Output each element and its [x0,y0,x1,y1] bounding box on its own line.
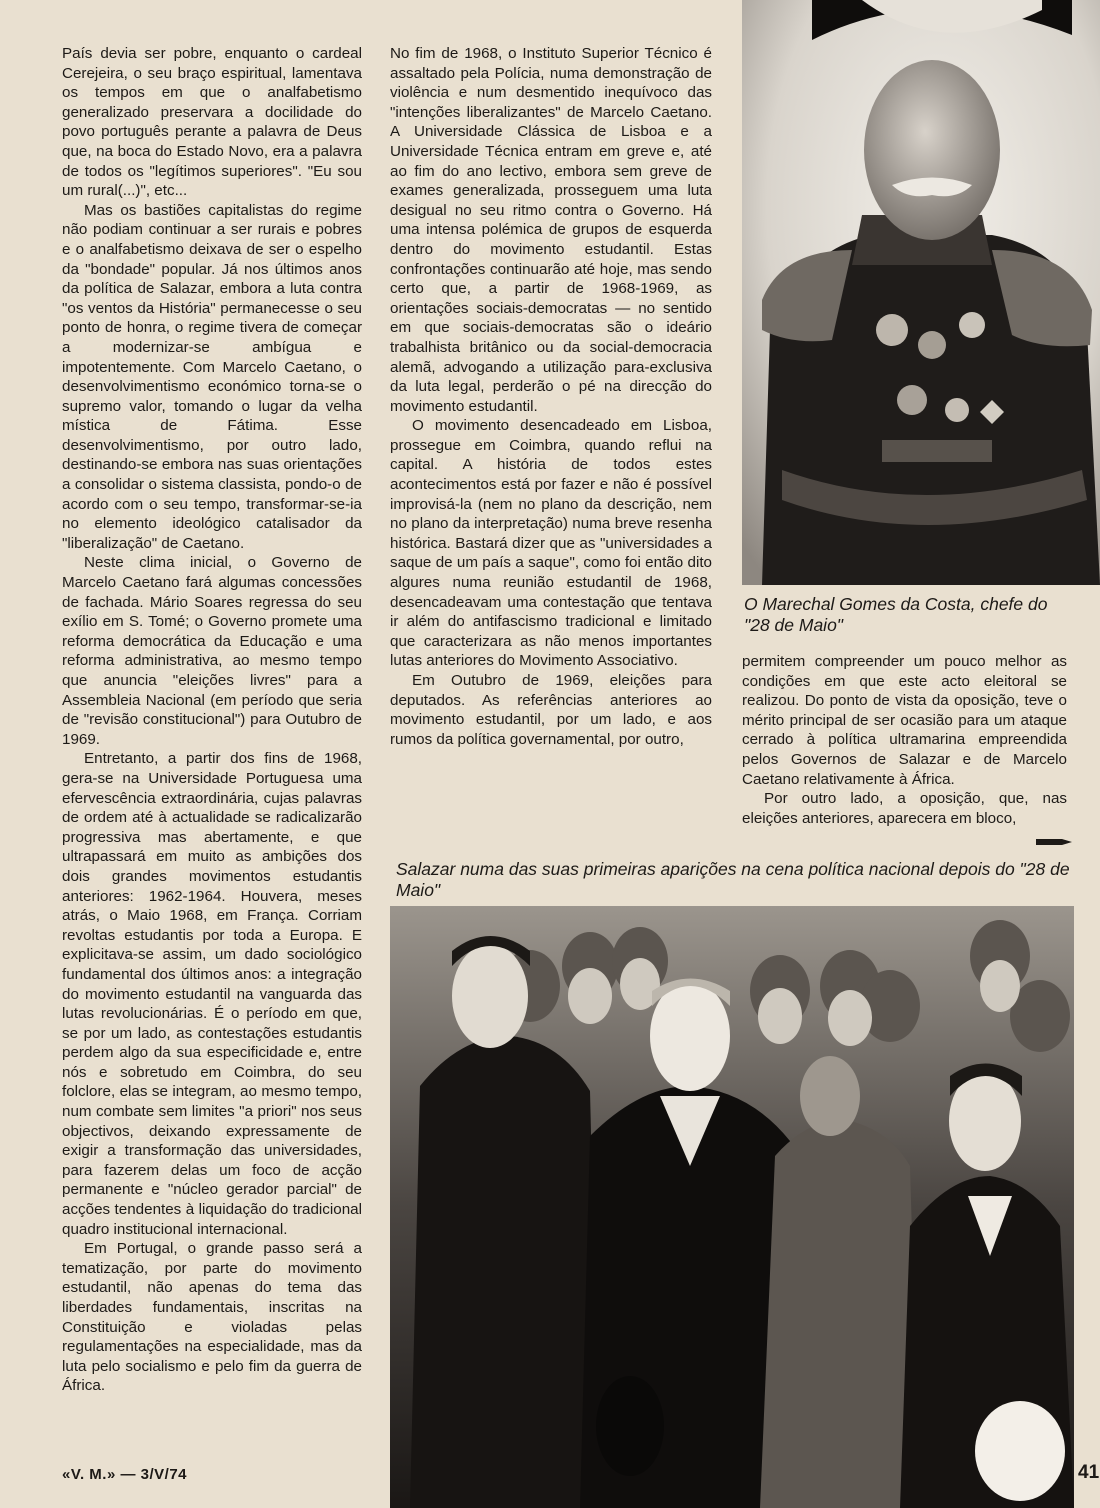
issue-footer: «V. M.» — 3/V/74 [62,1466,188,1483]
paragraph: Neste clima inicial, o Governo de Marcelo Caetano fará algumas concessões de fachada. Mário Soares regressa do seu exílio em S. Tomé; o Governo promete uma reforma democrática da Educação e uma reforma administrativa, ao mesmo tempo que anuncia "eleições livres" para a Assembleia Nacional (em período que seria de "revisão constitucional") para Outubro de 1969. [62,554,362,748]
paragraph: O movimento desencadeado em Lisboa, prossegue em Coimbra, quando reflui na capital. A história de todos estes acontecimentos está por fazer e não é possível improvisá-la (nem no plano da descrição, nem no plano da interpretação) numa breve resenha histórica. Bastará dizer que as "universidades a saque de um país a saque", como foi então dito algures numa reunião estudantil de 1968, desencadeavam uma contestação que tentava ir além do antifascismo tradicional e limitado que caracterizara as não menos importantes lutas anteriores do Movimento Associativo. [390,417,712,670]
paragraph: País devia ser pobre, enquanto o cardeal Cerejeira, o seu braço espiritual, lamentava os tempos em que o analfabetismo generalizado preservara a docilidade do povo português perante a palavra de Deus que, na boca do Estado Novo, era a palavra de todos os "legítimos superiores". "Eu sou um rural(...)", etc... [62,45,362,200]
paragraph: Em Outubro de 1969, eleições para deputados. As referências anteriores ao movimento estudantil, por um lado, e aos rumos da política governamental, por outro, [390,672,712,748]
page-number: 41 [1078,1462,1100,1483]
paragraph: permitem compreender um pouco melhor as condições em que este acto eleitoral se realizou. Do ponto de vista da oposição, teve o mérito principal de ser ocasião para um ataque cerrado à política ultramarina empreendida pelos Governos de Salazar e de Marcelo Caetano relativamente à África. [742,653,1067,788]
marshal-photo-caption: O Marechal Gomes da Costa, chefe do "28 de Maio" [744,594,1048,635]
marshal-portrait-illustration [742,0,1100,585]
article-column-left [62,44,362,1396]
article-column-right [742,652,1067,828]
article-column-middle [390,44,712,749]
paragraph: Por outro lado, a oposição, que, nas eleições anteriores, aparecera em bloco, [742,790,1067,827]
paragraph: No fim de 1968, o Instituto Superior Técnico é assaltado pela Polícia, numa demonstração de violência e num desmentido inequívoco das "intenções liberalizantes" de Marcelo Caetano. A Universidade Clássica de Lisboa e a Universidade Técnica entram em greve e, até ao fim do ano lectivo, embora sem greve de exames generalizada, prosseguem uma luta desigual no seu ritmo contra o Governo. Há uma intensa polémica de grupos de esquerda dentro do movimento estudantil. Estas confrontações continuarão até hoje, mas sendo certo que, a partir de 1968-1969, as orientações sociais-democratas — no sentido em que sociais-democratas são o ideário trabalhista britânico ou da social-democracia alemã, advogando a utilização para-exclusiva da luta legal, perderão o pé na direcção do movimento estudantil. [390,45,712,415]
continue-arrow-icon [1036,836,1072,848]
marshal-portrait-photo [742,0,1100,585]
paragraph: Entretanto, a partir dos fins de 1968, gera-se na Universidade Portuguesa uma efervescência extraordinária, cujas palavras de ordem até à actualidade se radicalizarão progressiva mas abertamente, e que ultrapassará em muito as ambições dos dois grandes movimentos estudantis anteriores: 1962-1964. Houvera, meses atrás, o Maio 1968, em França. Corriam revoltas estudantis por toda a Europa. E explicitava-se assim, um dado sociológico fundamental dos últimos anos: a integração do movimento estudantil na vanguarda das lutas revolucionárias. É o período em que, se por um lado, as contestações estudantis perdem algo da sua especificidade e, entre nós e sobretudo em Coimbra, do seu folclore, elas se integram, ao mesmo tempo, num combate sem limites "a priori" nos seus objectivos, deixando expressamente de exigir a transformação das universidades, para fazerem delas um foco de acção permanente e "núcleo gerador parcial" de acções tendentes à liquidação do tradicional quadro institucional internacional. [62,750,362,1238]
salazar-group-photo [390,906,1074,1508]
group-photo-illustration [390,906,1074,1508]
paragraph: Mas os bastiões capitalistas do regime não podiam continuar a ser rurais e pobres e o analfabetismo deixava de ser o espelho da "bondade" popular. Já nos últimos anos da política de Salazar, embora a luta contra "os ventos da História" permanecesse o seu ponto de honra, o regime tivera de começar a modernizar-se ambígua e impotentemente. Com Marcelo Caetano, o desenvolvimentismo económico torna-se o supremo valor, tomando o lugar da velha mística de Fátima. Esse desenvolvimentismo, por outro lado, destinando-se embora nas suas orientações a consolidar o sistema classista, pondo-o de acordo com o seu tempo, transformar-se-ia no elemento ideológico catalisador da "liberalização" de Caetano. [62,201,362,552]
paragraph: Em Portugal, o grande passo será a tematização, por parte do movimento estudantil, não apenas do tema das liberdades fundamentais, inscritas na Constituição e violadas pelas regulamentações na especialidade, mas da luta pelo socialismo e pelo fim da guerra de África. [62,1240,362,1395]
group-photo-caption: Salazar numa das suas primeiras aparições na cena política nacional depois do "28 de Maio" [396,859,1070,900]
